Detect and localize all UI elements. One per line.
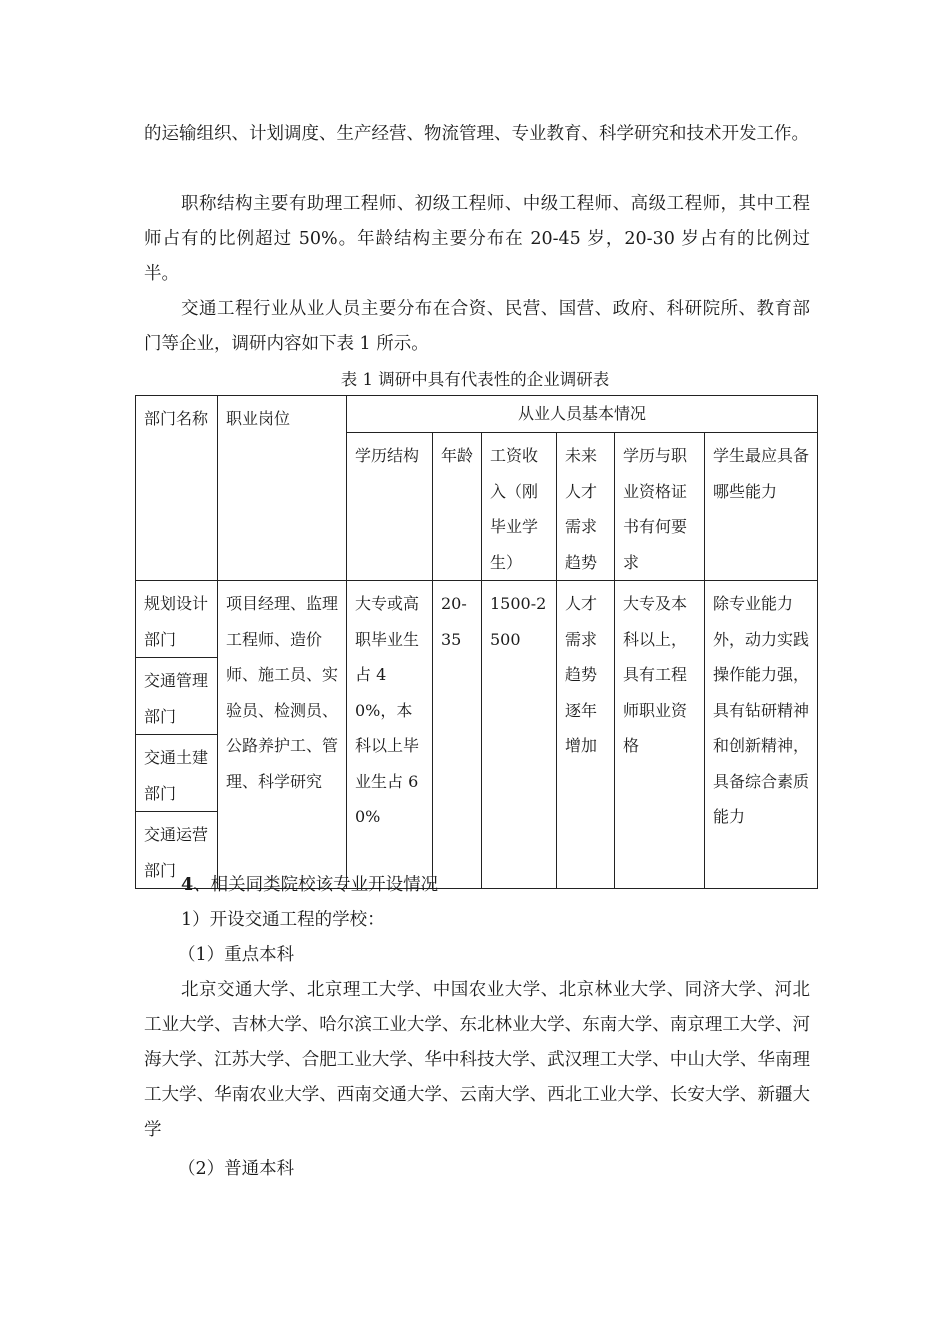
paragraph-distribution: 交通工程行业从业人员主要分布在合资、民营、国营、政府、科研院所、教育部门等企业，调研内容如下表 1 所示。: [144, 299, 810, 354]
department-cell: 交通运营部门: [136, 812, 218, 889]
table-caption: 表 1 调研中具有代表性的企业调研表: [340, 370, 610, 389]
key-universities-list: 北京交通大学、北京理工大学、中国农业大学、北京林业大学、同济大学、河北工业大学、吉林大学、哈尔滨工业大学、东北林业大学、东南大学、南京理工大学、河海大学、江苏大学、合肥工业大学、华中科技大学、武汉理工大学、中山大学、华南理工大学、华南农业大学、西南交通大学、云南大学、西北工业大学、长安大学、新疆大学: [144, 980, 810, 1140]
header-education: 学历结构: [347, 433, 433, 581]
header-future-demand: 未来人才需求趋势: [557, 433, 615, 581]
survey-table: [135, 395, 818, 889]
department-cell: 交通管理部门: [136, 658, 218, 735]
post-cell: 项目经理、监理工程师、造价师、施工员、实验员、检测员、公路养护工、管理、科学研究: [218, 581, 347, 889]
department-cell: 规划设计部门: [136, 581, 218, 658]
header-certificate: 学历与职业资格证书有何要求: [615, 433, 705, 581]
header-ability: 学生最应具备哪些能力: [705, 433, 818, 581]
subheading-schools: 1）开设交通工程的学校：: [181, 910, 385, 930]
education-cell: 大专或高职毕业生占 40%，本科以上毕业生占 60%: [347, 581, 433, 889]
paragraph-title-structure: 职称结构主要有助理工程师、初级工程师、中级工程师、高级工程师，其中工程师占有的比例超过 50%。年龄结构主要分布在 20-45 岁，20-30 岁占有的比例过半。: [144, 194, 810, 284]
header-basic-info: 从业人员基本情况: [347, 396, 818, 433]
header-dept: 部门名称: [136, 396, 218, 581]
section-title: 、相关同类院校该专业开设情况: [193, 875, 439, 895]
salary-cell: 1500-2500: [482, 581, 557, 889]
department-cell: 交通土建部门: [136, 735, 218, 812]
header-salary: 工资收入（刚毕业学生）: [482, 433, 557, 581]
ability-cell: 除专业能力外，动力实践操作能力强，具有钻研精神和创新精神，具备综合素质能力: [705, 581, 818, 889]
section-number: 4: [181, 875, 194, 895]
subheading-key-universities: （1）重点本科: [178, 945, 295, 965]
section-heading: [181, 868, 438, 903]
header-post: 职业岗位: [218, 396, 347, 581]
future-demand-cell: 人才需求趋势逐年增加: [557, 581, 615, 889]
age-cell: 20-35: [433, 581, 482, 889]
certificate-cell: 大专及本科以上，具有工程师职业资格: [615, 581, 705, 889]
paragraph-work-scope: 的运输组织、计划调度、生产经营、物流管理、专业教育、科学研究和技术开发工作。: [144, 124, 809, 144]
header-age: 年龄: [433, 433, 482, 581]
subheading-general-universities: （2）普通本科: [178, 1159, 295, 1179]
